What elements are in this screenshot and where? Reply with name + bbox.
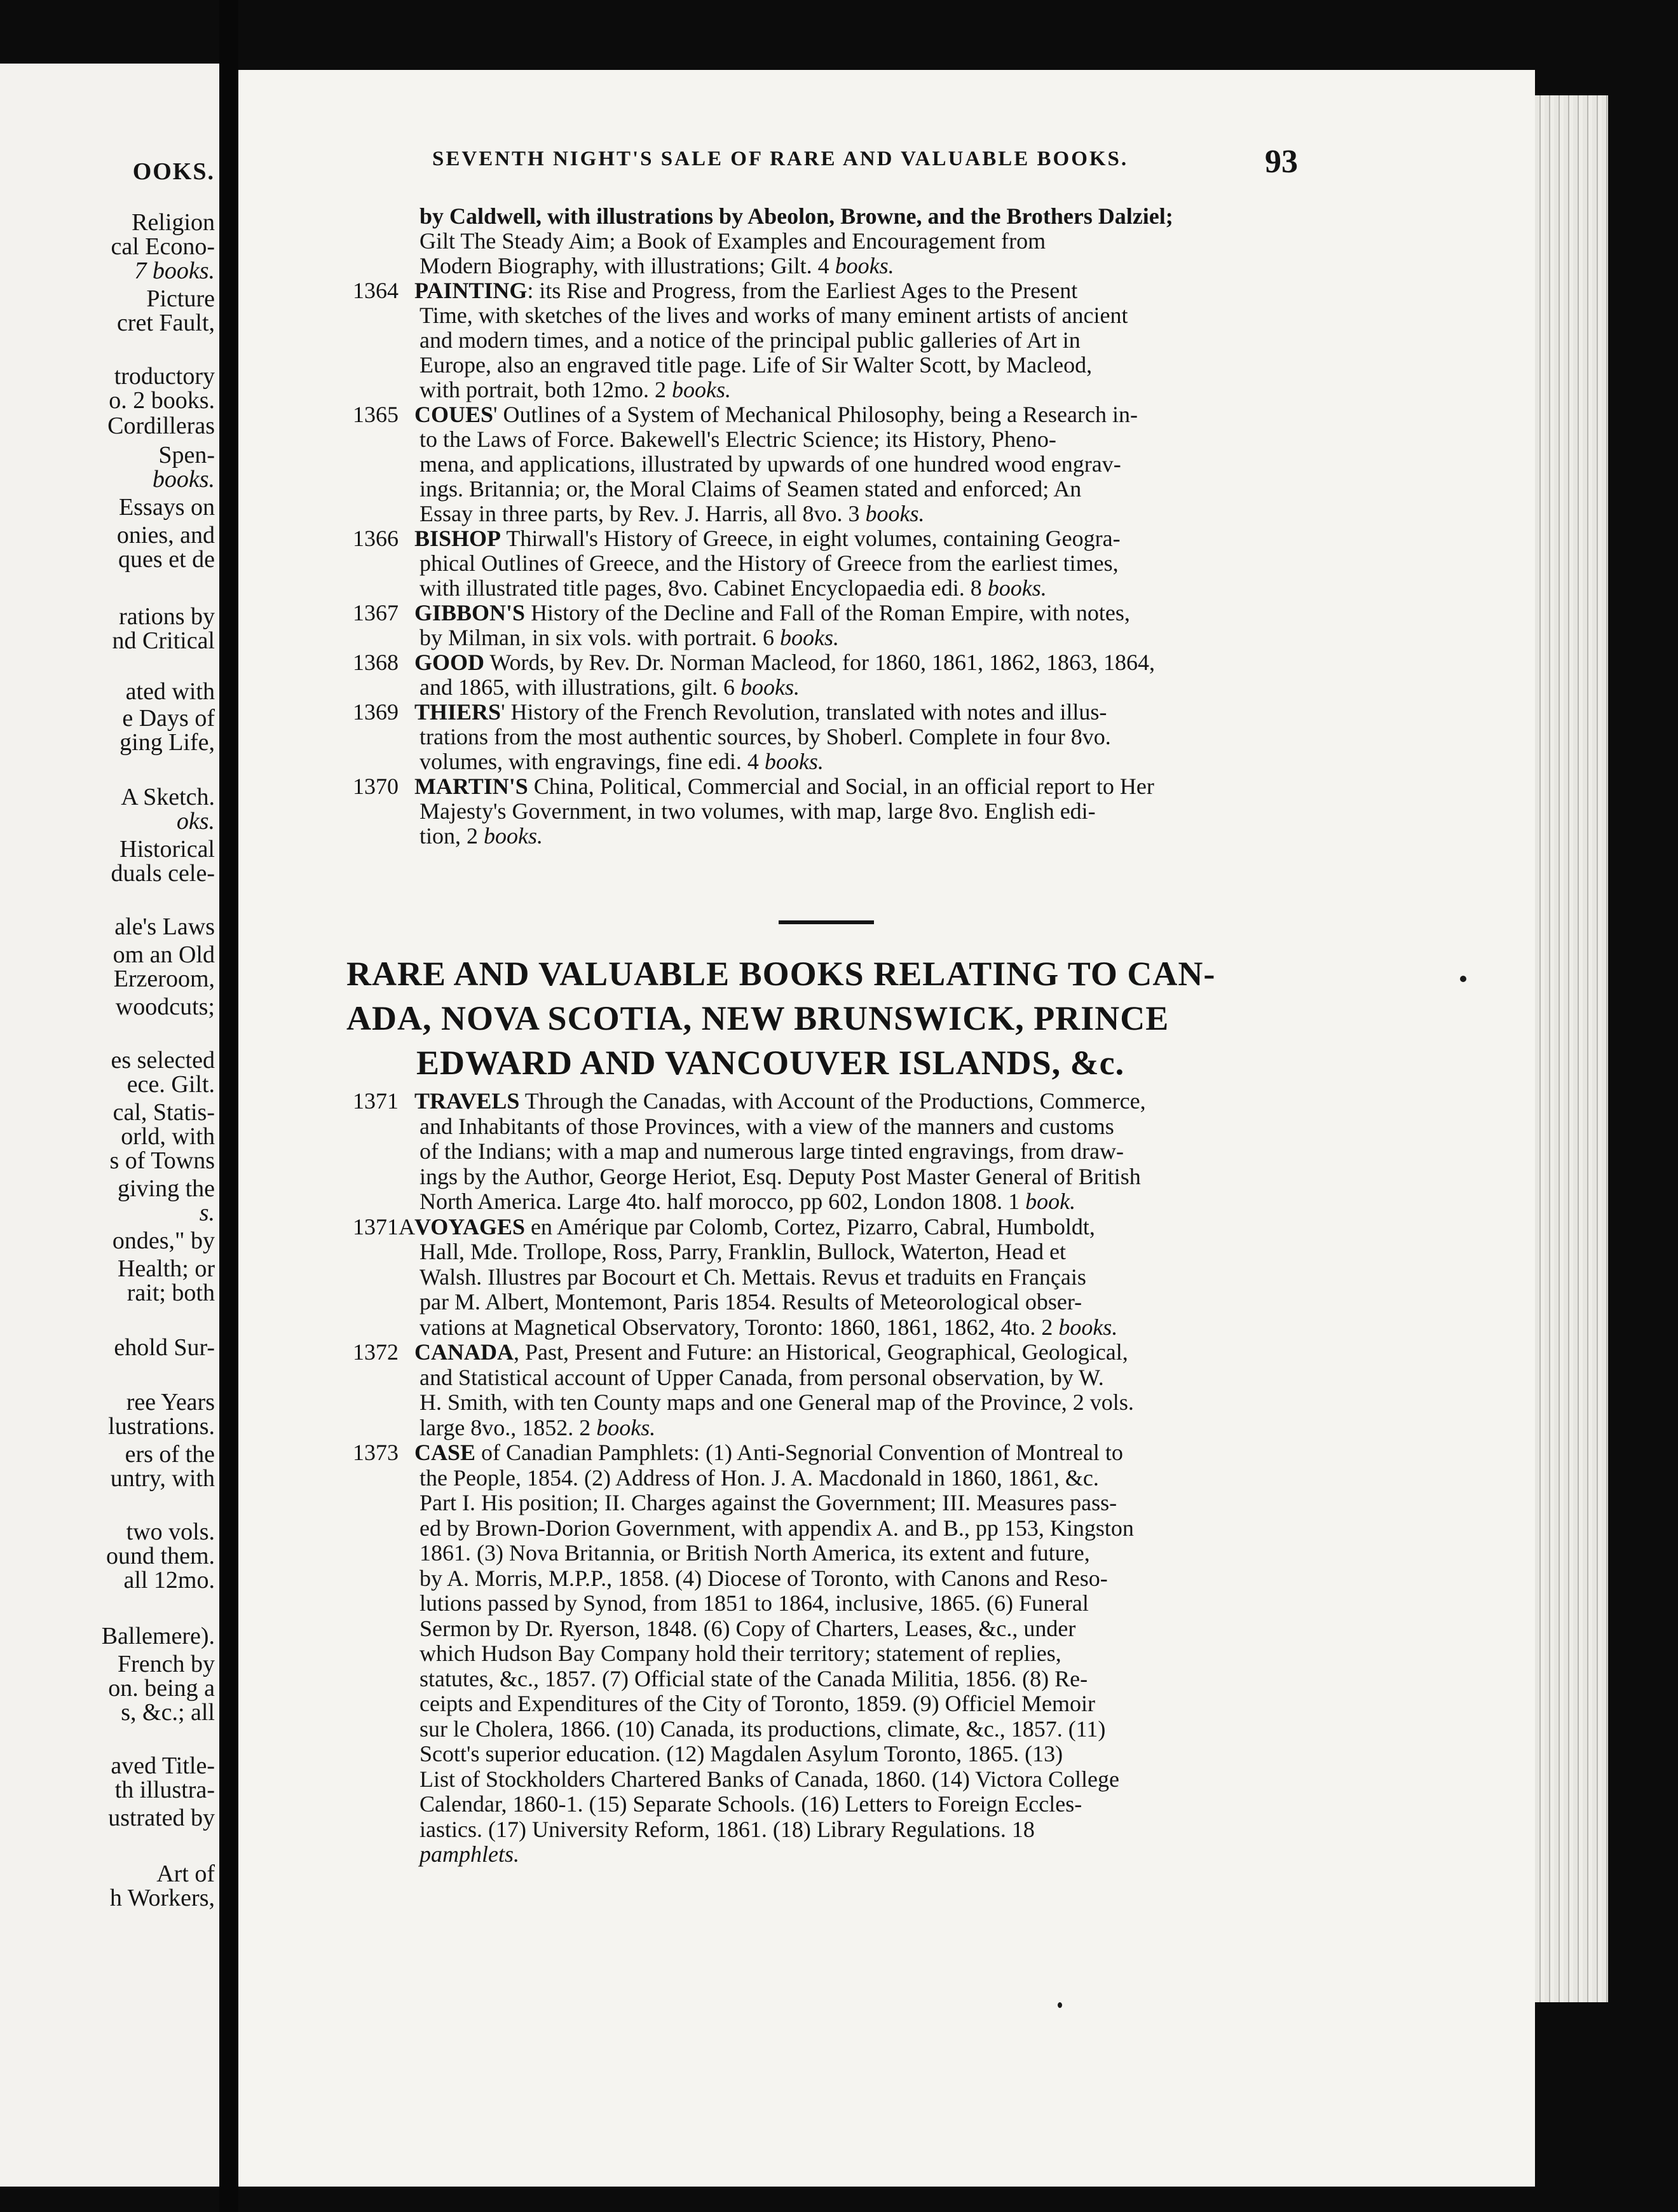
entry-line [414,1440,1123,1465]
left-page-line: ece. Gilt. [126,1072,215,1097]
left-page-line: o. 2 books. [109,388,215,413]
left-page-line: ree Years [126,1389,215,1415]
lot-number: 1370 [353,774,399,799]
entry-text: BISHOP [414,526,501,551]
entry-text: by A. Morris, M.P.P., 1858. (4) Diocese of Toronto, with Canons and Reso- [420,1565,1108,1591]
section-divider-rule [779,920,874,924]
left-page-line: untry, with [110,1466,215,1491]
entry-text: Modern Biography, with illustrations; Gilt. 4 [420,253,835,278]
entry-text: of Canadian Pamphlets: (1) Anti-Segnorial Convention of Montreal to [475,1440,1123,1465]
entry-text: books. [779,625,839,650]
entry-text: books. [596,1414,656,1440]
entry-text: : its Rise and Progress, from the Earliest Ages to the Present [527,278,1078,303]
section-heading-line: EDWARD AND VANCOUVER ISLANDS, &c. [416,1044,1125,1082]
left-page-line: nd Critical [112,628,215,653]
entry-text: THIERS [414,699,501,725]
left-page-line: Essays on [119,495,215,520]
entry-text: books. [764,749,824,774]
left-page-line: rait; both [126,1280,215,1306]
entry-line [420,1114,1114,1139]
entry-line [420,1189,1075,1214]
entry-text: Calendar, 1860-1. (15) Separate Schools. (16) Letters to Foreign Eccles- [420,1791,1082,1817]
entry-line [420,724,1111,749]
entry-line [420,377,731,402]
entry-line [420,1566,1108,1591]
left-page-line: woodcuts; [115,994,215,1020]
entry-line [420,352,1092,378]
entry-line [420,749,824,774]
left-page-line: Art of [156,1861,215,1887]
entry-line [420,1691,1095,1716]
entry-line [420,1389,1134,1415]
left-page-line: ustrated by [108,1805,215,1831]
lot-number: 1371A [353,1213,415,1239]
entry-text: volumes, with engravings, fine edi. 4 [420,749,765,774]
entry-text: the People, 1854. (2) Address of Hon. J. A. Macdonald in 1860, 1861, &c. [420,1464,1099,1491]
entry-text: North America. Large 4to. half morocco, pp 602, London 1808. 1 [420,1189,1026,1214]
left-page-line: orld, with [121,1124,215,1149]
left-page-line: Spen- [158,442,215,468]
entry-line [420,1490,1117,1515]
left-page-line: cal Econo- [111,234,215,259]
left-page-line: ers of the [125,1442,215,1467]
entry-text: trations from the most authentic sources, by Shoberl. Complete in four 8vo. [420,724,1111,749]
left-page-line: two vols. [126,1519,215,1545]
entry-line [420,575,1047,601]
entry-text: Sermon by Dr. Ryerson, 1848. (6) Copy of Charters, Leases, &c., under [420,1615,1076,1641]
entry-line [414,1088,1146,1114]
left-page-line: h Workers, [109,1885,215,1911]
left-page-line: ehold Sur- [114,1335,215,1360]
entry-text: Thirwall's History of Greece, in eight volumes, containing Geogra- [501,526,1121,551]
left-page-line: ondes," by [112,1228,215,1253]
entry-line [420,1791,1082,1817]
left-page-line: s, &c.; all [121,1700,215,1725]
left-page-fragment [0,64,219,2187]
entry-text: GIBBON'S [414,600,526,625]
entry-line [420,1641,1061,1666]
entry-text: book. [1025,1189,1076,1214]
left-page-line: A Sketch. [121,784,215,810]
entry-line [414,526,1121,551]
entry-text: phical Outlines of Greece, and the History of Greece from the earliest times, [420,550,1119,576]
entry-line [420,451,1121,477]
entry-line [414,774,1154,799]
entry-line [420,253,894,278]
entry-text: ' History of the French Revolution, translated with notes and illus- [501,699,1107,725]
lot-number: 1365 [353,402,399,427]
lot-number: 1367 [353,600,399,625]
left-page-line: ques et de [118,547,215,572]
left-page-line: duals cele- [111,861,215,886]
left-page-line: cret Fault, [116,310,215,336]
entry-text: books. [484,823,543,849]
entry-line [420,550,1119,576]
left-page-line: cal, Statis- [113,1100,215,1125]
page-edges [1535,95,1608,2002]
left-page-line: om an Old [113,942,215,967]
entry-text: , Past, Present and Future: an Historical, Geographical, Geological, [514,1339,1128,1365]
left-page-line: e Days of [122,706,215,731]
entry-line [420,1289,1082,1314]
left-page-line: lustrations. [108,1414,215,1439]
left-page-line: OOKS. [132,159,215,184]
entry-line [420,798,1096,824]
lot-number: 1366 [353,526,399,551]
entry-text: books. [865,501,925,526]
entry-text: by Milman, in six vols. with portrait. 6 [420,625,780,650]
left-page-line: Ballemere). [101,1623,215,1649]
entry-text: Essay in three parts, by Rev. J. Harris, all 8vo. 3 [420,501,866,526]
entry-text: ings by the Author, George Heriot, Esq. Deputy Post Master General of British [420,1163,1141,1189]
entry-text: books. [740,674,800,700]
entry-text: and Statistical account of Upper Canada, from personal observation, by W. [420,1364,1104,1390]
entry-text: with portrait, both 12mo. 2 [420,377,672,402]
left-page-line: Health; or [117,1256,215,1281]
entry-text: ceipts and Expenditures of the City of Toronto, 1859. (9) Officiel Memoir [420,1691,1095,1716]
entry-text: books. [987,575,1047,601]
entry-line [420,625,839,650]
left-page-line: Cordilleras [107,413,215,439]
entry-text: Through the Canadas, with Account of the Productions, Commerce, [519,1088,1146,1114]
entry-text: Majesty's Government, in two volumes, with map, large 8vo. English edi- [420,798,1096,824]
left-page-line: s of Towns [109,1148,215,1173]
lot-number: 1364 [353,278,399,303]
entry-text: books. [835,253,894,278]
entry-line [420,1666,1088,1691]
entry-text: iastics. (17) University Reform, 1861. (18) Library Regulations. 18 [420,1816,1035,1842]
entry-line [420,1164,1141,1189]
entry-line [420,1540,1090,1566]
entry-line [420,1415,655,1440]
entry-line [420,1515,1134,1541]
entry-text: Scott's superior education. (12) Magdalen Asylum Toronto, 1865. (13) [420,1741,1063,1766]
left-page-line: onies, and [116,522,215,548]
entry-line [420,327,1081,353]
entry-text: with illustrated title pages, 8vo. Cabinet Encyclopaedia edi. 8 [420,575,988,601]
entry-text: Part I. His position; II. Charges against the Government; III. Measures pass- [420,1490,1117,1515]
entry-text: mena, and applications, illustrated by upwards of one hundred wood engrav- [420,451,1121,477]
entry-text: par M. Albert, Montemont, Paris 1854. Results of Meteorological obser- [420,1289,1082,1314]
left-page-line: Picture [146,286,215,311]
left-page-line: all 12mo. [123,1567,215,1593]
entry-line [420,1741,1063,1766]
entry-text: 1861. (3) Nova Britannia, or British North America, its extent and future, [420,1540,1090,1566]
entry-text: lutions passed by Synod, from 1851 to 1864, inclusive, 1865. (6) Funeral [420,1590,1089,1616]
entry-text: PAINTING [414,278,528,303]
entry-text: VOYAGES [414,1213,526,1239]
left-page-line: ale's Laws [114,914,215,939]
entry-text: sur le Cholera, 1866. (10) Canada, its productions, climate, &c., 1857. (11) [420,1716,1106,1742]
ink-spot [1058,2002,1062,2008]
entry-line [420,1264,1086,1290]
lot-number: 1369 [353,699,399,725]
entry-text: Hall, Mde. Trollope, Ross, Parry, Franklin, Bullock, Waterton, Head et [420,1239,1066,1264]
entry-text: large 8vo., 1852. 2 [420,1414,597,1440]
left-page-line: troductory [114,364,215,389]
lot-number: 1373 [353,1440,399,1465]
entry-text: TRAVELS [414,1088,520,1114]
entry-text: History of the Decline and Fall of the Roman Empire, with notes, [525,600,1130,625]
entry-line [414,650,1155,675]
entry-text: by Caldwell, with illustrations by Abeolon, Browne, and the Brothers Dalziel; [420,203,1173,229]
entry-text: CASE [414,1440,476,1465]
entry-text: tion, 2 [420,823,484,849]
entry-line [420,1590,1089,1616]
left-page-line: Erzeroom, [113,966,215,992]
entry-line [420,427,1056,452]
entry-text: GOOD [414,650,485,675]
entry-text: Europe, also an engraved title page. Life of Sir Walter Scott, by Macleod, [420,352,1093,378]
entry-line [420,501,925,526]
entry-text: books. [1058,1314,1118,1340]
entry-line [420,1766,1119,1792]
entry-line [420,1314,1117,1340]
entry-text: which Hudson Bay Company hold their territory; statement of replies, [420,1641,1061,1666]
entry-line [420,1465,1099,1491]
section-heading-line: RARE AND VALUABLE BOOKS RELATING TO CAN- [346,955,1216,993]
lot-number: 1368 [353,650,399,675]
book-gutter [219,0,238,2212]
left-page-line: giving the [117,1176,215,1201]
left-page-line: 7 books. [134,258,215,283]
entry-line [414,1339,1128,1365]
entry-text: CANADA [414,1339,514,1365]
entry-text: Time, with sketches of the lives and works of many eminent artists of ancient [420,303,1128,328]
entry-text: MARTIN'S [414,774,528,799]
entry-text: ings. Britannia; or, the Moral Claims of Seamen stated and enforced; An [420,476,1082,502]
entry-line [420,1716,1105,1742]
entry-line [414,402,1138,427]
left-page-line: ated with [125,679,215,704]
entry-line [420,1841,519,1867]
entry-text: vations at Magnetical Observatory, Toronto: 1860, 1861, 1862, 4to. 2 [420,1314,1059,1340]
entry-line [420,674,800,700]
entry-line [420,476,1081,502]
entry-line [420,1239,1066,1264]
entry-text: books. [671,377,731,402]
entry-line [414,600,1130,625]
entry-line [420,303,1128,328]
entry-text: China, Political, Commercial and Social, in an official report to Her [528,774,1154,799]
entry-text: Walsh. Illustres par Bocourt et Ch. Mettais. Revus et traduits en Français [420,1264,1086,1290]
entry-text: ed by Brown-Dorion Government, with appendix A. and B., pp 153, Kingston [420,1515,1134,1541]
left-page-line: aved Title- [111,1753,215,1778]
entry-text: H. Smith, with ten County maps and one General map of the Province, 2 vols. [420,1389,1134,1415]
left-page-line: ging Life, [119,730,215,755]
entry-line [420,1365,1104,1390]
entry-text: Words, by Rev. Dr. Norman Macleod, for 1860, 1861, 1862, 1863, 1864, [484,650,1156,675]
lot-number: 1371 [353,1088,399,1114]
entry-text: pamphlets. [420,1841,519,1867]
left-page-line: es selected [111,1048,215,1073]
entry-line [420,1138,1124,1164]
entry-text: and 1865, with illustrations, gilt. 6 [420,674,740,700]
left-page-line: th illustra- [114,1777,215,1803]
section-heading-line: ADA, NOVA SCOTIA, NEW BRUNSWICK, PRINCE [346,999,1170,1037]
entry-text: en Amérique par Colomb, Cortez, Pizarro, Cabral, Humboldt, [525,1213,1095,1239]
entry-line [414,278,1077,303]
entry-text: to the Laws of Force. Bakewell's Electric Science; its History, Pheno- [420,427,1056,452]
entry-text: Gilt The Steady Aim; a Book of Examples and Encouragement from [420,228,1046,254]
page-number: 93 [1265,144,1298,180]
entry-line [420,228,1046,254]
entry-text: and modern times, and a notice of the principal public galleries of Art in [420,327,1081,353]
running-head: SEVENTH NIGHT'S SALE OF RARE AND VALUABLE BOOKS. [432,147,1129,170]
entry-line [420,1817,1035,1842]
entry-line [414,1214,1095,1239]
ink-spot [1460,976,1466,982]
entry-text: statutes, &c., 1857. (7) Official state of the Canada Militia, 1856. (8) Re- [420,1665,1088,1691]
entry-line [420,1616,1075,1641]
entry-line [420,203,1173,229]
left-page-line: s. [199,1200,215,1225]
left-page-line: Religion [132,210,215,235]
left-page-line: French by [117,1651,215,1677]
left-page-line: books. [152,467,215,492]
left-page-line: Historical [119,836,215,862]
left-page-line: oks. [176,809,215,834]
entry-line [420,823,543,849]
left-page-line: rations by [119,604,215,629]
entry-text: COUES [414,402,494,427]
entry-text: ' Outlines of a System of Mechanical Philosophy, being a Research in- [493,402,1138,427]
left-page-line: on. being a [108,1676,215,1701]
lot-number: 1372 [353,1339,399,1365]
entry-text: of the Indians; with a map and numerous large tinted engravings, from draw- [420,1138,1124,1164]
left-page-line: ound them. [106,1543,215,1569]
entry-line [414,699,1107,725]
entry-text: List of Stockholders Chartered Banks of Canada, 1860. (14) Victora College [420,1766,1119,1792]
entry-text: and Inhabitants of those Provinces, with a view of the manners and customs [420,1113,1114,1139]
